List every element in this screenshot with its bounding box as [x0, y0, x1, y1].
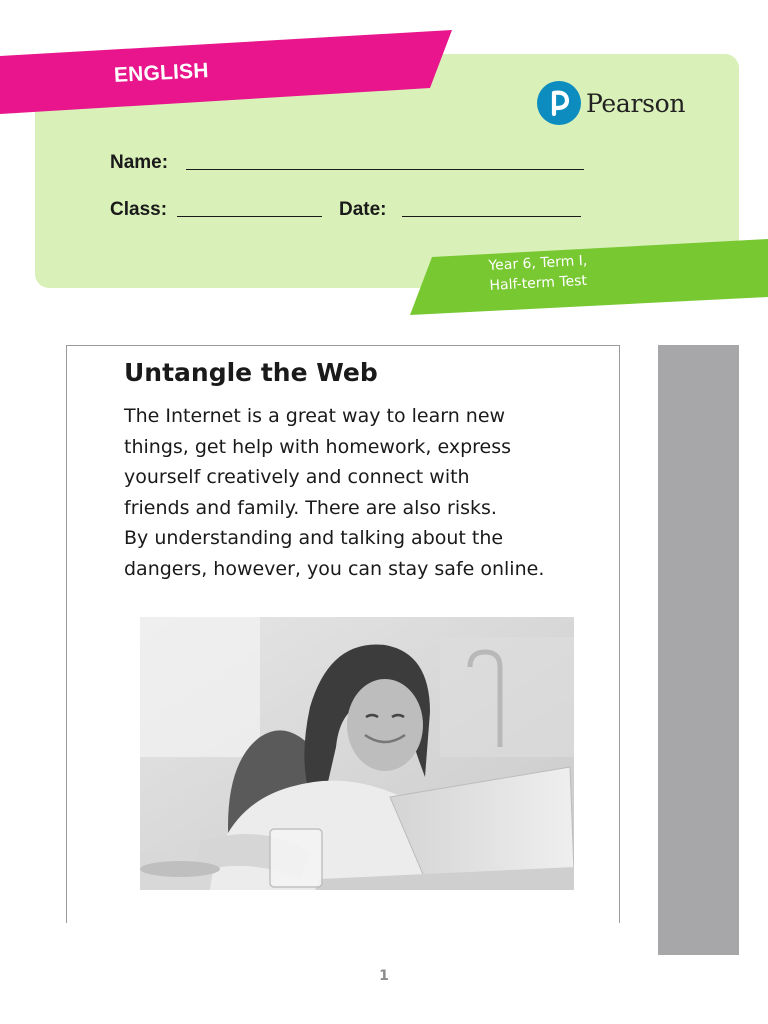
article-line: By understanding and talking about the [124, 527, 504, 549]
article-line: yourself creatively and connect with [124, 466, 470, 488]
pearson-logo [537, 81, 685, 125]
name-label: Name: [110, 152, 169, 173]
article-body [124, 401, 614, 584]
page-number: 1 [379, 968, 389, 984]
article-title: Untangle the Web [124, 358, 378, 387]
side-bar [658, 345, 739, 955]
girl-with-laptop-photo [140, 617, 574, 890]
article-line: friends and family. There are also risks. [124, 496, 497, 519]
subject-banner [0, 30, 460, 114]
class-line[interactable] [177, 216, 322, 217]
test-label-line-1: Year 6, Term I, [488, 252, 588, 274]
subject-label: ENGLISH [113, 59, 210, 87]
test-label [488, 251, 589, 296]
article-line: dangers, however, you can stay safe online. [124, 557, 545, 580]
pearson-logo-icon [537, 81, 581, 125]
date-line[interactable] [402, 216, 581, 217]
test-label-line-2: Half-term Test [489, 272, 588, 294]
article-line: The Internet is a great way to learn new [124, 405, 506, 427]
date-label: Date: [339, 199, 387, 220]
class-label: Class: [110, 199, 168, 220]
name-line[interactable] [186, 169, 584, 170]
article-line: things, get help with homework, express [124, 435, 512, 458]
pearson-wordmark: Pearson [586, 88, 686, 118]
test-banner [410, 239, 768, 315]
